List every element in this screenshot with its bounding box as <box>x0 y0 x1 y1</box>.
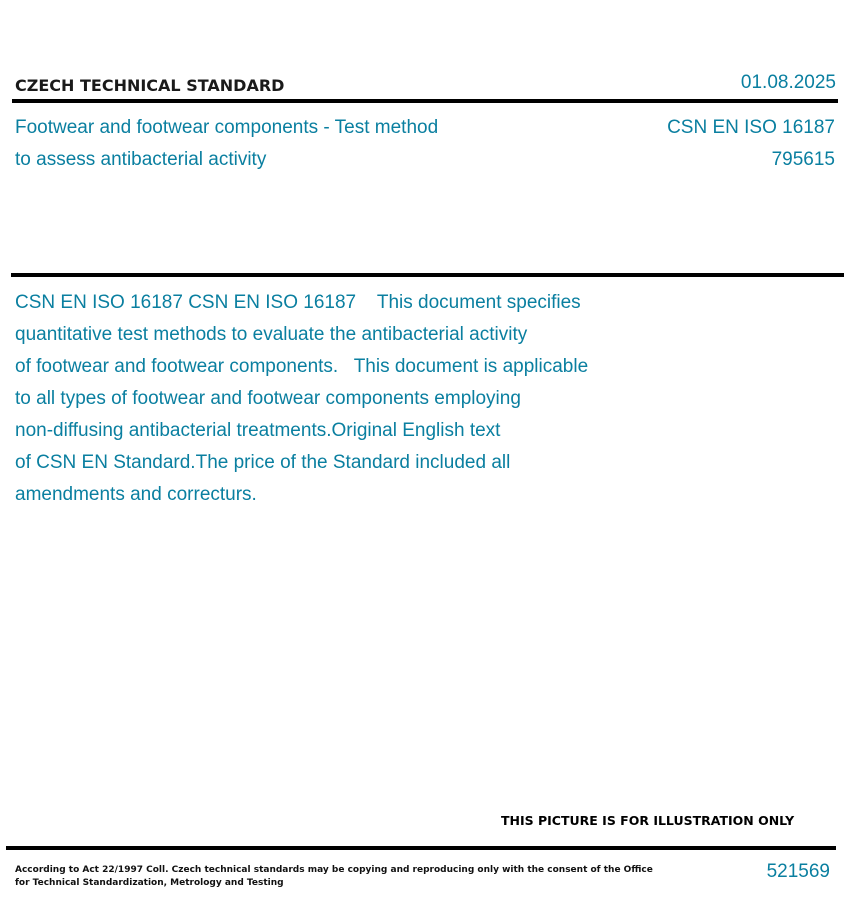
classification-code: 795615 <box>771 149 835 170</box>
standard-title-line-2: to assess antibacterial activity <box>15 149 267 170</box>
abstract-line: amendments and correcturs. <box>15 484 257 505</box>
footer-code: 521569 <box>766 861 830 882</box>
abstract-line: quantitative test methods to evaluate the antibacterial activity <box>15 324 528 345</box>
abstract-line: of CSN EN Standard.The price of the Standard included all <box>15 452 511 473</box>
abstract-line: non-diffusing antibacterial treatments.Original English text <box>15 420 501 441</box>
standard-number: CSN EN ISO 16187 <box>667 117 835 138</box>
document-type-label: CZECH TECHNICAL STANDARD <box>15 76 285 95</box>
legal-notice <box>15 864 653 890</box>
publication-date: 01.08.2025 <box>740 72 836 93</box>
abstract-line: to all types of footwear and footwear components employing <box>15 388 521 409</box>
standard-title-line-1: Footwear and footwear components - Test method <box>15 117 439 138</box>
header-divider <box>12 99 838 103</box>
abstract-line: of footwear and footwear components. This document is applicable <box>15 356 589 377</box>
legal-notice-line-1: According to Act 22/1997 Coll. Czech technical standards may be copying and reproducing only with the consent of the Office <box>15 865 653 875</box>
illustration-disclaimer: THIS PICTURE IS FOR ILLUSTRATION ONLY <box>501 813 795 828</box>
abstract-line: CSN EN ISO 16187 CSN EN ISO 16187 This document specifies <box>15 292 581 313</box>
legal-notice-line-2: for Technical Standardization, Metrology and Testing <box>15 878 284 888</box>
footer-divider <box>6 846 836 850</box>
title-divider <box>11 273 844 277</box>
